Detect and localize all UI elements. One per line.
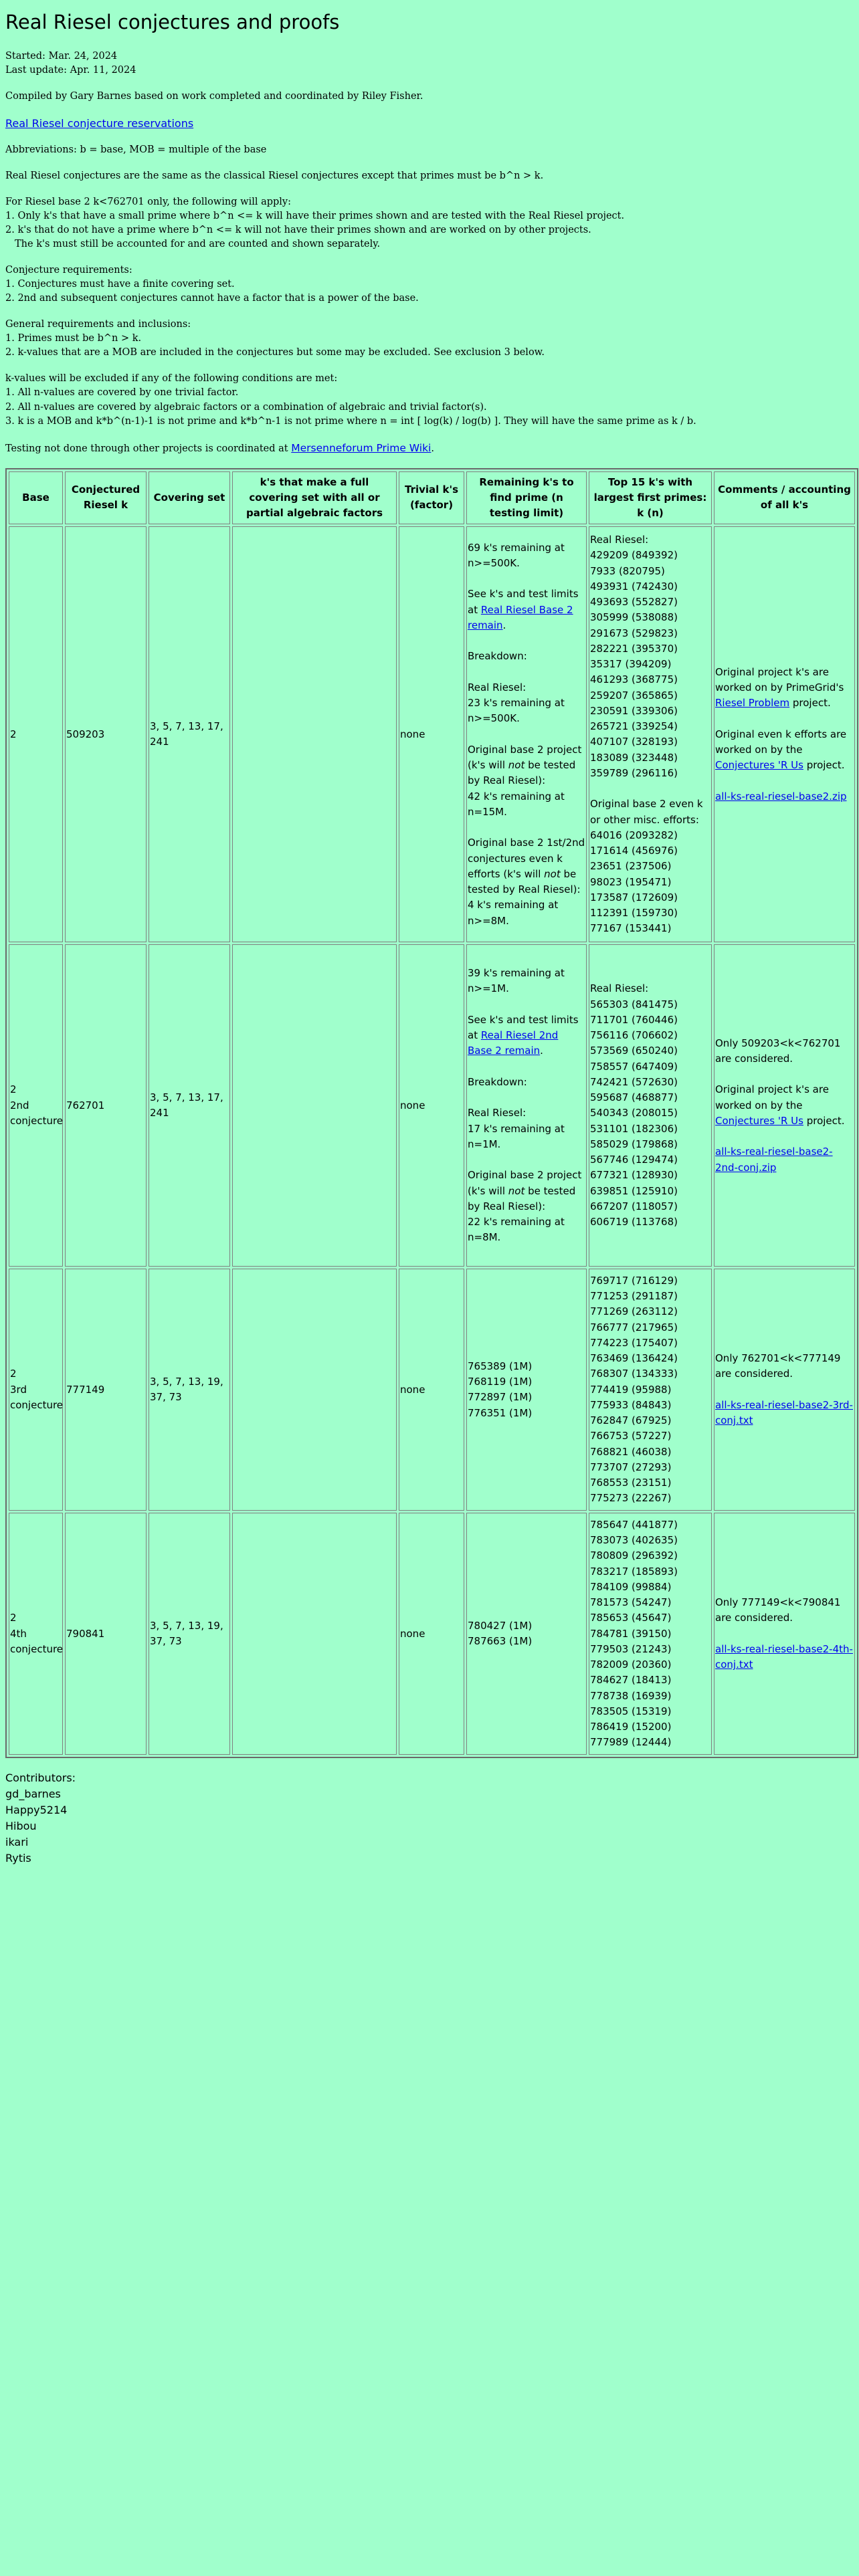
list-item: 540343 (208015) (590, 1107, 678, 1119)
list-item: 763469 (136424) (590, 1352, 678, 1365)
contributor-name: Rytis (5, 1852, 31, 1865)
compiled-by: Compiled by Gary Barnes based on work completed and coordinated by Riley Fisher. (5, 91, 423, 102)
cell-covering-set: 3, 5, 7, 13, 17, 241 (149, 526, 230, 942)
cell-remaining (466, 1513, 587, 1755)
contributors-section (5, 1770, 854, 1866)
list-item: 711701 (760446) (590, 1013, 678, 1026)
cell-remaining (466, 1269, 587, 1511)
general-req-item: 1. Primes must be b^n > k. (5, 333, 142, 344)
last-update-date: Last update: Apr. 11, 2024 (5, 65, 136, 76)
contributors-heading: Contributors: (5, 1772, 76, 1785)
cell-trivial: none (399, 1269, 464, 1511)
col-header-comments: Comments / accounting of all k's (714, 471, 855, 525)
list-item: 35317 (394209) (590, 658, 672, 671)
col-header-trivial: Trivial k's (factor) (399, 471, 464, 525)
exclusions-heading: k-values will be excluded if any of the following conditions are met: (5, 373, 338, 385)
cell-comments: Only 509203<k<762701 are considered. Original project k's are worked on by the Conjectures 'R Us project. all-ks-real-riesel-base2-2nd-conj.zip (714, 944, 855, 1267)
list-item: 265721 (339254) (590, 720, 678, 733)
value-list (590, 828, 710, 937)
general-req-item: 2. k-values that are a MOB are included in the conjectures but some may be excluded. See exclusion 3 below. (5, 347, 545, 358)
list-item: 762847 (67925) (590, 1414, 672, 1427)
value-list (590, 1273, 710, 1507)
list-item: 781573 (54247) (590, 1596, 672, 1609)
list-item: 784781 (39150) (590, 1627, 672, 1640)
list-item: 173587 (172609) (590, 891, 678, 903)
intro-section (5, 49, 854, 104)
value-list (590, 1517, 710, 1751)
cell-remaining: 39 k's remaining at n>=1M. See k's and test limits at Real Riesel 2nd Base 2 remain. Breakdown: Real Riesel: 17 k's remaining at n=1M. Original base 2 project (k's will not be tested by Real Riesel): 22 k's remaining at n=8M. (466, 944, 587, 1267)
testing-note: Testing not done through other projects is coordinated at Mersenneforum Prime Wiki. (5, 441, 434, 454)
riesel-problem-link[interactable]: Riesel Problem (715, 697, 790, 710)
rules-section (5, 143, 854, 455)
cell-comments: Original project k's are worked on by PrimeGrid's Riesel Problem project. Original even k efforts are worked on by the Conjectures 'R Us project. all-ks-real-riesel-base2.zip (714, 526, 855, 942)
list-item: 493931 (742430) (590, 580, 678, 593)
list-item: 565303 (841475) (590, 998, 678, 1010)
value-list (5, 1786, 854, 1866)
page-title: Real Riesel conjectures and proofs (5, 11, 340, 33)
cell-conjectured-k: 762701 (65, 944, 147, 1267)
list-item: 768553 (23151) (590, 1477, 672, 1489)
reservations-link[interactable]: Real Riesel conjecture reservations (5, 117, 194, 130)
cell-covering-set: 3, 5, 7, 13, 19, 37, 73 (149, 1513, 230, 1755)
contributor-name: gd_barnes (5, 1788, 61, 1801)
base2-intro-item: The k's must still be accounted for and are counted and shown separately. (15, 239, 381, 250)
list-item: 785653 (45647) (590, 1612, 672, 1624)
list-item: 461293 (368775) (590, 673, 678, 686)
list-item: 783217 (185893) (590, 1565, 678, 1578)
conj-req-item: 2. 2nd and subsequent conjectures cannot have a factor that is a power of the base. (5, 293, 419, 304)
table-row (9, 1513, 855, 1755)
download-file-link[interactable]: all-ks-real-riesel-base2-2nd-conj.zip (715, 1146, 833, 1174)
list-item: 305999 (538088) (590, 611, 678, 624)
list-item: 493693 (552827) (590, 596, 678, 609)
list-item: 772897 (1M) (468, 1391, 533, 1404)
cell-covering-set: 3, 5, 7, 13, 19, 37, 73 (149, 1269, 230, 1511)
list-item: 183089 (323448) (590, 751, 678, 764)
cell-covering-set: 3, 5, 7, 13, 17, 241 (149, 944, 230, 1267)
list-item: 768821 (46038) (590, 1445, 672, 1458)
value-list (468, 1618, 585, 1650)
conj-req-heading: Conjecture requirements: (5, 265, 132, 276)
exclusion-item: 3. k is a MOB and k*b^(n-1)-1 is not prime and k*b^n-1 is not prime where n = int [ log(k) / log(b) ]. They will have the same prime as k / b. (5, 415, 696, 427)
table-row (9, 944, 855, 1267)
value-list (590, 997, 710, 1230)
contributor-name: Hibou (5, 1820, 37, 1833)
col-header-base: Base (9, 471, 63, 525)
list-item: 774223 (175407) (590, 1336, 678, 1349)
list-item: 359789 (296116) (590, 766, 678, 779)
download-file-link[interactable]: all-ks-real-riesel-base2-4th-conj.txt (715, 1642, 853, 1671)
cell-top15 (589, 1513, 712, 1755)
cell-top15: Real Riesel: 429209 (849392) 7933 (820795) 493931 (742430) 493693 (552827) 305999 (538088) 291673 (529823) 282221 (395370) 35317 (394209) 461293 (368775) 259207 (365865) 230591 (339306) 265721 (339254) 407107 (328193) 183089 (323448) 359789 (296116) Original base 2 even k or other misc. efforts: 64016 (2093282) 171614 (456976) 23651 (237506) 98023 (195471) 173587 (172609) 112391 (159730) 77167 (153441) (589, 526, 712, 942)
cell-full-covering (232, 1269, 397, 1511)
cell-conjectured-k: 777149 (65, 1269, 147, 1511)
cell-full-covering (232, 1513, 397, 1755)
list-item: 778738 (16939) (590, 1689, 672, 1702)
cell-conjectured-k: 509203 (65, 526, 147, 942)
col-header-covering-set: Covering set (149, 471, 230, 525)
list-item: 786419 (15200) (590, 1721, 672, 1733)
list-item: 787663 (1M) (468, 1635, 533, 1648)
remain-link[interactable]: Real Riesel 2nd Base 2 remain (468, 1029, 559, 1057)
list-item: 595687 (468877) (590, 1091, 678, 1104)
col-header-remaining: Remaining k's to find prime (n testing limit) (466, 471, 587, 525)
col-header-top15: Top 15 k's with largest first primes: k (n) (589, 471, 712, 525)
cell-base: 2 2nd conjecture (9, 944, 63, 1267)
cell-top15: Real Riesel: 565303 (841475) 711701 (760446) 756116 (706602) 573569 (650240) 758557 (647409) 742421 (572630) 595687 (468877) 540343 (208015) 531101 (182306) 585029 (179868) 567746 (129474) 677321 (128930) 639851 (125910) 667207 (118057) 606719 (113768) (589, 944, 712, 1267)
abbreviations: Abbreviations: b = base, MOB = multiple of the base (5, 144, 267, 156)
list-item: 429209 (849392) (590, 549, 678, 562)
cell-full-covering (232, 944, 397, 1267)
base2-intro-item: 1. Only k's that have a small prime where b^n <= k will have their primes shown and are tested with the Real Riesel project. (5, 211, 625, 222)
cell-remaining: 69 k's remaining at n>=500K. See k's and test limits at Real Riesel Base 2 remain. Breakdown: Real Riesel: 23 k's remaining at n>=500K. Original base 2 project (k's will not be tested by Real Riesel): 42 k's remaining at n=15M. Original base 2 1st/2nd conjectures even k efforts (k's will not be tested by Real Riesel): 4 k's remaining at n>=8M. (466, 526, 587, 942)
cell-comments: Only 762701<k<777149 are considered. all-ks-real-riesel-base2-3rd-conj.txt (714, 1269, 855, 1511)
list-item: 776351 (1M) (468, 1406, 533, 1419)
list-item: 782009 (20360) (590, 1658, 672, 1671)
table-row (9, 526, 855, 942)
list-item: 573569 (650240) (590, 1045, 678, 1057)
list-item: 606719 (113768) (590, 1216, 678, 1228)
list-item: 780427 (1M) (468, 1620, 533, 1632)
cell-top15 (589, 1269, 712, 1511)
mersenneforum-wiki-link[interactable]: Mersenneforum Prime Wiki (291, 441, 432, 454)
list-item: 677321 (128930) (590, 1169, 678, 1182)
base2-intro-item: 2. k's that do not have a prime where b^n <= k will not have their primes shown and are worked on by other projects. (5, 225, 591, 236)
list-item: 766753 (57227) (590, 1430, 672, 1442)
cell-trivial: none (399, 944, 464, 1267)
exclusion-item: 1. All n-values are covered by one trivial factor. (5, 387, 239, 399)
list-item: 773707 (27293) (590, 1461, 672, 1473)
list-item: 784627 (18413) (590, 1674, 672, 1687)
download-file-link[interactable]: all-ks-real-riesel-base2.zip (715, 790, 847, 802)
list-item: 230591 (339306) (590, 704, 678, 717)
cell-trivial: none (399, 526, 464, 942)
list-item: 259207 (365865) (590, 689, 678, 702)
list-item: 768307 (134333) (590, 1368, 678, 1380)
list-item: 407107 (328193) (590, 736, 678, 748)
cell-base: 2 4th conjecture (9, 1513, 63, 1755)
col-header-conjectured-k: Conjectured Riesel k (65, 471, 147, 525)
remain-link[interactable]: Real Riesel Base 2 remain (468, 603, 573, 631)
list-item: 64016 (2093282) (590, 829, 678, 841)
list-item: 531101 (182306) (590, 1122, 678, 1135)
list-item: 783073 (402635) (590, 1534, 678, 1547)
list-item: 785647 (441877) (590, 1518, 678, 1531)
contributor-name: ikari (5, 1836, 29, 1849)
list-item: 771253 (291187) (590, 1290, 678, 1303)
list-item: 775933 (84843) (590, 1398, 672, 1411)
download-file-link[interactable]: all-ks-real-riesel-base2-3rd-conj.txt (715, 1398, 853, 1427)
list-item: 77167 (153441) (590, 922, 672, 935)
list-item: 23651 (237506) (590, 860, 672, 873)
cell-full-covering (232, 526, 397, 942)
same-as-classical: Real Riesel conjectures are the same as the classical Riesel conjectures except that primes must be b^n > k. (5, 171, 544, 182)
table-row (9, 1269, 855, 1511)
list-item: 765389 (1M) (468, 1360, 533, 1372)
list-item: 171614 (456976) (590, 845, 678, 857)
list-item: 780809 (296392) (590, 1549, 678, 1562)
list-item: 112391 (159730) (590, 907, 678, 920)
list-item: 585029 (179868) (590, 1138, 678, 1150)
value-list (468, 1359, 585, 1421)
list-item: 779503 (21243) (590, 1642, 672, 1655)
list-item: 766777 (217965) (590, 1321, 678, 1333)
list-item: 769717 (716129) (590, 1274, 678, 1287)
started-date: Started: Mar. 24, 2024 (5, 51, 118, 62)
list-item: 768119 (1M) (468, 1376, 533, 1388)
list-item: 783505 (15319) (590, 1705, 672, 1717)
list-item: 756116 (706602) (590, 1029, 678, 1042)
list-item: 774419 (95988) (590, 1383, 672, 1396)
list-item: 98023 (195471) (590, 875, 672, 888)
list-item: 775273 (22267) (590, 1492, 672, 1505)
cell-conjectured-k: 790841 (65, 1513, 147, 1755)
general-req-heading: General requirements and inclusions: (5, 319, 191, 330)
list-item: 742421 (572630) (590, 1075, 678, 1088)
list-item: 784109 (99884) (590, 1580, 672, 1593)
value-list (590, 548, 710, 781)
list-item: 758557 (647409) (590, 1060, 678, 1073)
exclusion-item: 2. All n-values are covered by algebraic factors or a combination of algebraic and trivial factor(s). (5, 401, 487, 413)
base2-intro-heading: For Riesel base 2 k<762701 only, the following will apply: (5, 197, 292, 208)
list-item: 639851 (125910) (590, 1184, 678, 1197)
list-item: 777989 (12444) (590, 1736, 672, 1749)
conj-req-item: 1. Conjectures must have a finite covering set. (5, 279, 235, 290)
contributor-name: Happy5214 (5, 1804, 68, 1817)
conjectures-table (5, 468, 858, 1759)
list-item: 7933 (820795) (590, 564, 665, 577)
conjectures-r-us-link[interactable]: Conjectures 'R Us (715, 759, 803, 772)
cell-base: 2 3rd conjecture (9, 1269, 63, 1511)
table-header-row (9, 471, 855, 525)
cell-comments: Only 777149<k<790841 are considered. all-ks-real-riesel-base2-4th-conj.txt (714, 1513, 855, 1755)
list-item: 291673 (529823) (590, 627, 678, 639)
list-item: 567746 (129474) (590, 1154, 678, 1166)
col-header-full-covering: k's that make a full covering set with all or partial algebraic factors (232, 471, 397, 525)
list-item: 771269 (263112) (590, 1305, 678, 1318)
cell-trivial: none (399, 1513, 464, 1755)
conjectures-r-us-link[interactable]: Conjectures 'R Us (715, 1114, 803, 1127)
cell-base: 2 (9, 526, 63, 942)
list-item: 282221 (395370) (590, 642, 678, 655)
list-item: 667207 (118057) (590, 1200, 678, 1212)
